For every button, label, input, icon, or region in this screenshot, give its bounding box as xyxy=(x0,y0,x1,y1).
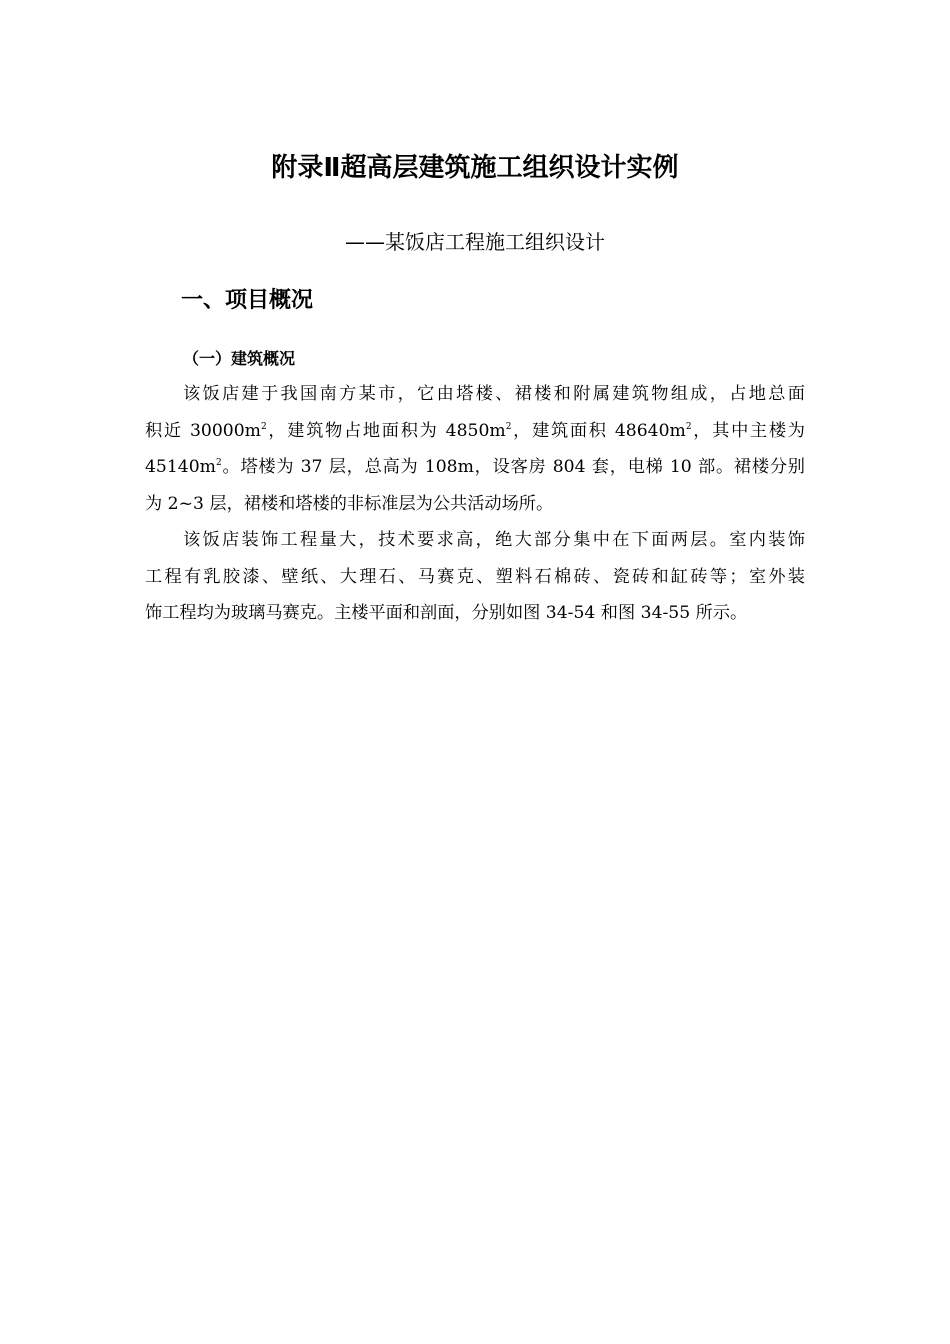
section-heading: 一、项目概况 xyxy=(181,288,314,313)
paragraph-line: 为 2~3 层，裙楼和塔楼的非标准层为公共活动场所。 xyxy=(145,493,554,514)
superscript: 2 xyxy=(685,421,692,432)
text-run: 积近 30000m xyxy=(145,420,261,441)
document-subtitle: ——某饭店工程施工组织设计 xyxy=(345,230,605,254)
paragraph-line: 该饭店建于我国南方某市，它由塔楼、裙楼和附属建筑物组成，占地总面 xyxy=(183,384,805,404)
text-run: 。塔楼为 37 层，总高为 108m，设客房 804 套，电梯 10 部。裙楼分别 xyxy=(221,457,805,477)
paragraph-line xyxy=(145,449,805,486)
document-title: 附录Ⅱ超高层建筑施工组织设计实例 xyxy=(271,153,679,183)
paragraph-line: 饰工程均为玻璃马赛克。主楼平面和剖面，分别如图 34-54 和图 34-55 所示。 xyxy=(145,603,748,623)
text-run: ，其中主楼为 xyxy=(691,420,805,441)
text-run: 45140m xyxy=(145,457,216,477)
paragraph-line: 工程有乳胶漆、壁纸、大理石、马赛克、塑料石棉砖、瓷砖和缸砖等；室外装 xyxy=(145,566,805,587)
paragraph-decoration-works xyxy=(145,522,805,632)
sub-heading: （一）建筑概况 xyxy=(183,349,296,368)
paragraph-line: 该饭店装饰工程量大，技术要求高，绝大部分集中在下面两层。室内装饰 xyxy=(183,530,805,550)
superscript: 2 xyxy=(215,458,222,468)
superscript: 2 xyxy=(505,421,512,432)
text-run: ，建筑物占地面积为 4850m xyxy=(266,420,506,441)
paragraph-building-overview xyxy=(145,376,805,522)
superscript: 2 xyxy=(260,421,267,432)
text-run: ，建筑面积 48640m xyxy=(511,420,686,441)
paragraph-line xyxy=(145,413,805,450)
